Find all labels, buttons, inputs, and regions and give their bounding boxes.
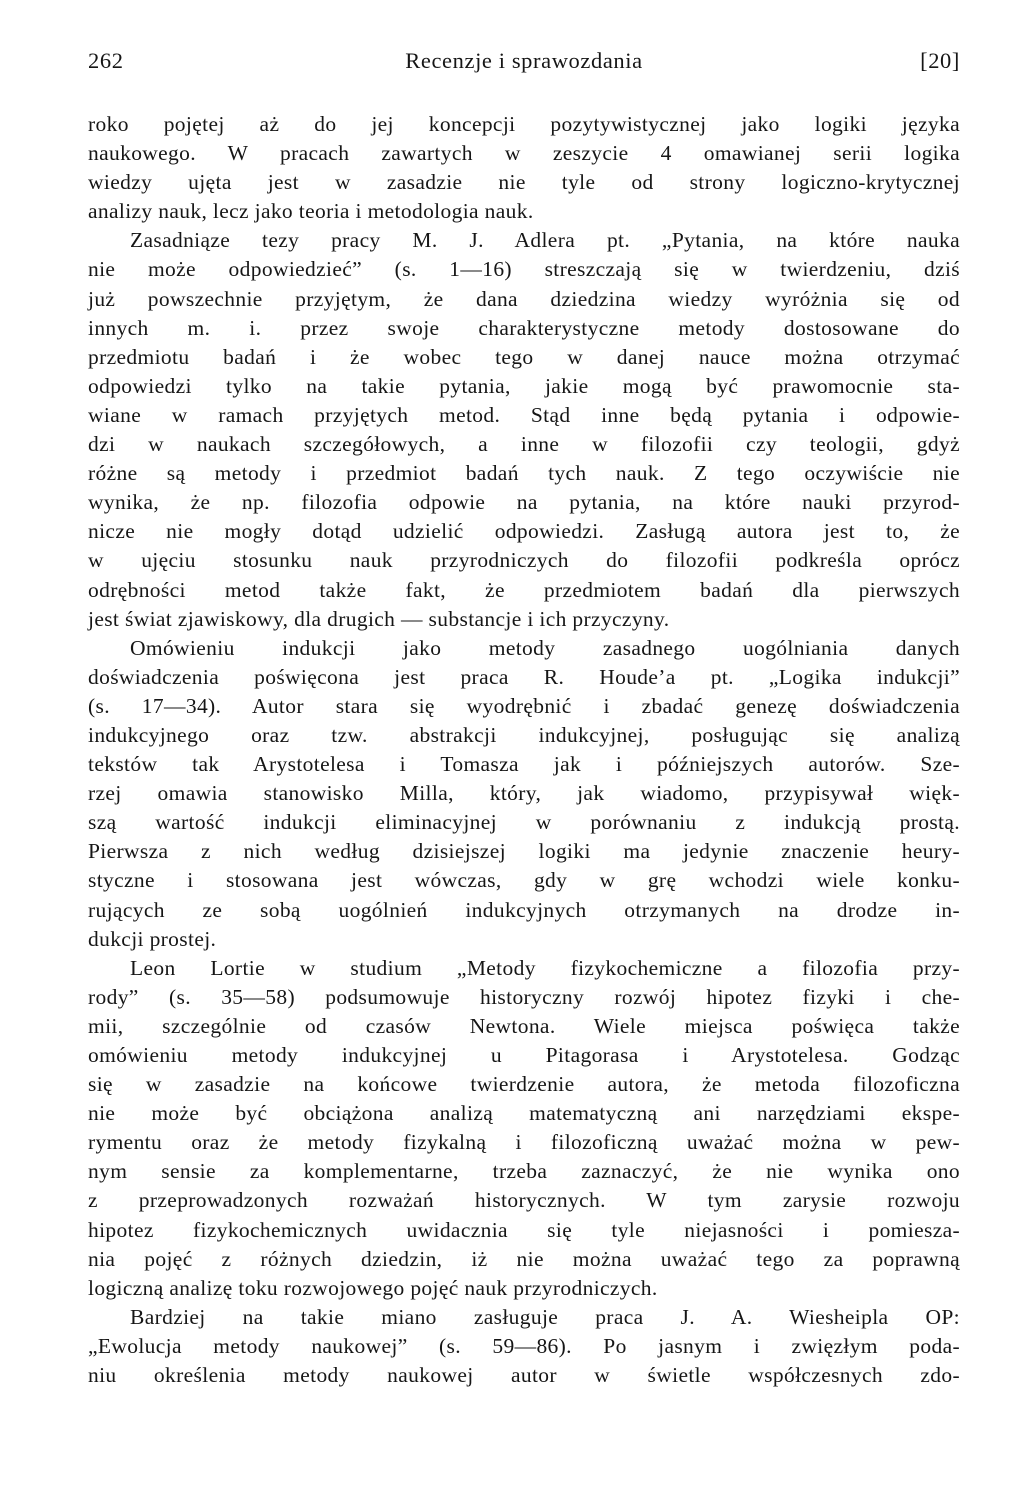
text-line: szą wartość indukcji eliminacyjnej w porównaniu z indukcją prostą. [88,810,960,835]
paragraph [88,226,960,633]
text-line: odpowiedzi tylko na takie pytania, jakie mogą być prawomocnie sta- [88,373,960,398]
text-line: nicze nie mogły dotąd udzielić odpowiedzi. Zasługą autora jest to, że [88,519,960,544]
text-line: się w zasadzie na końcowe twierdzenie autora, że metoda filozoficzna [88,1072,960,1097]
text-line: naukowego. W pracach zawartych w zeszycie 4 omawianej serii logika [88,141,960,166]
text-line: logiczną analizę toku rozwojowego pojęć nauk przyrodniczych. [88,1275,658,1300]
text-line: różne są metody i przedmiot badań tych nauk. Z tego oczywiście nie [88,461,960,486]
text-line: jest świat zjawiskowy, dla drugich — substancje i ich przyczyny. [88,606,670,631]
text-line: nie może odpowiedzieć” (s. 1—16) streszczają się w twierdzeniu, dziś [88,257,960,282]
text-line: (s. 17—34). Autor stara się wyodrębnić i zbadać genezę doświadczenia [88,693,960,718]
text-line: wiane w ramach przyjętych metod. Stąd inne będą pytania i odpowie- [88,402,960,427]
text-line: odrębności metod także fakt, że przedmiotem badań dla pierwszych [88,577,960,602]
text-line: rzej omawia stanowisko Milla, który, jak wiadomo, przypisywał więk- [88,781,960,806]
text-line: Leon Lortie w studium „Metody fizykochemiczne a filozofia przy- [130,955,960,980]
text-line: indukcyjnego oraz tzw. abstrakcji indukcyjnej, posługując się analizą [88,722,960,747]
paragraph [88,954,960,1303]
text-line: wynika, że np. filozofia odpowie na pytania, na które nauki przyrod- [88,490,960,515]
text-line: tekstów tak Arystotelesa i Tomasza jak i późniejszych autorów. Sze- [88,752,960,777]
text-line: wiedzy ujęta jest w zasadzie nie tyle od strony logiczno-krytycznej [88,170,960,195]
text-line: omówieniu metody indukcyjnej u Pitagorasa i Arystotelesa. Godząc [88,1043,960,1067]
text-line: mii, szczególnie od czasów Newtona. Wiele miejsca poświęca także [88,1013,960,1038]
paragraph [88,110,960,226]
text-line: nym sensie za komplementarne, trzeba zaznaczyć, że nie wynika ono [88,1159,960,1184]
text-line: rody” (s. 35—58) podsumowuje historyczny rozwój hipotez fizyki i che- [88,984,960,1009]
text-line: już powszechnie przyjętym, że dana dziedzina wiedzy wyróżnia się od [88,286,960,311]
text-line: nie może być obciążona analizą matematyczną ani narzędziami ekspe- [88,1101,960,1126]
text-line: dzi w naukach szczegółowych, a inne w filozofii czy teologii, gdyż [88,432,960,457]
text-line: hipotez fizykochemicznych uwidacznia się tyle niejasności i pomiesza- [88,1217,960,1242]
body-text [88,110,960,1390]
text-line: styczne i stosowana jest wówczas, gdy w grę wchodzi wiele konku- [88,868,960,893]
text-line: Bardziej na takie miano zasługuje praca J. A. Wiesheipla OP: [130,1304,960,1329]
text-line: dukcji prostej. [88,926,217,951]
text-line: Pierwsza z nich według dzisiejszej logiki ma jedynie znaczenie heury- [88,839,960,864]
paragraph [88,1303,960,1390]
text-line: w ujęciu stosunku nauk przyrodniczych do filozofii podkreśla oprócz [88,548,960,573]
text-line: przedmiotu badań i że wobec tego w danej nauce można otrzymać [88,344,960,369]
text-line: doświadczenia poświęcona jest praca R. Houde’a pt. „Logika indukcji” [88,664,960,689]
text-line: nia pojęć z różnych dziedzin, iż nie można uważać tego za poprawną [88,1246,960,1271]
running-head [88,48,960,78]
bracket-page-number: [20] [920,48,960,73]
text-line: Zasadniąze tezy pracy M. J. Adlera pt. „Pytania, na które nauka [130,228,960,253]
text-line: rujących ze sobą uogólnień indukcyjnych otrzymanych na drodze in- [88,897,960,922]
text-line: rymentu oraz że metody fizykalną i filozoficzną uważać można w pew- [88,1130,960,1155]
text-line: z przeprowadzonych rozważań historycznych. W tym zarysie rozwoju [88,1188,960,1213]
text-line: „Ewolucja metody naukowej” (s. 59—86). Po jasnym i zwięzłym poda- [88,1333,960,1358]
text-line: niu określenia metody naukowej autor w świetle współczesnych zdo- [88,1363,960,1388]
page-number: 262 [88,48,124,73]
text-line: analizy nauk, lecz jako teoria i metodologia nauk. [88,199,534,224]
text-line: Omówieniu indukcji jako metody zasadnego uogólniania danych [130,635,960,660]
text-line: roko pojętej aż do jej koncepcji pozytywistycznej jako logiki języka [88,112,960,136]
text-line: innych m. i. przez swoje charakterystyczne metody dostosowane do [88,315,960,340]
section-title: Recenzje i sprawozdania [405,48,643,73]
paragraph [88,634,960,954]
